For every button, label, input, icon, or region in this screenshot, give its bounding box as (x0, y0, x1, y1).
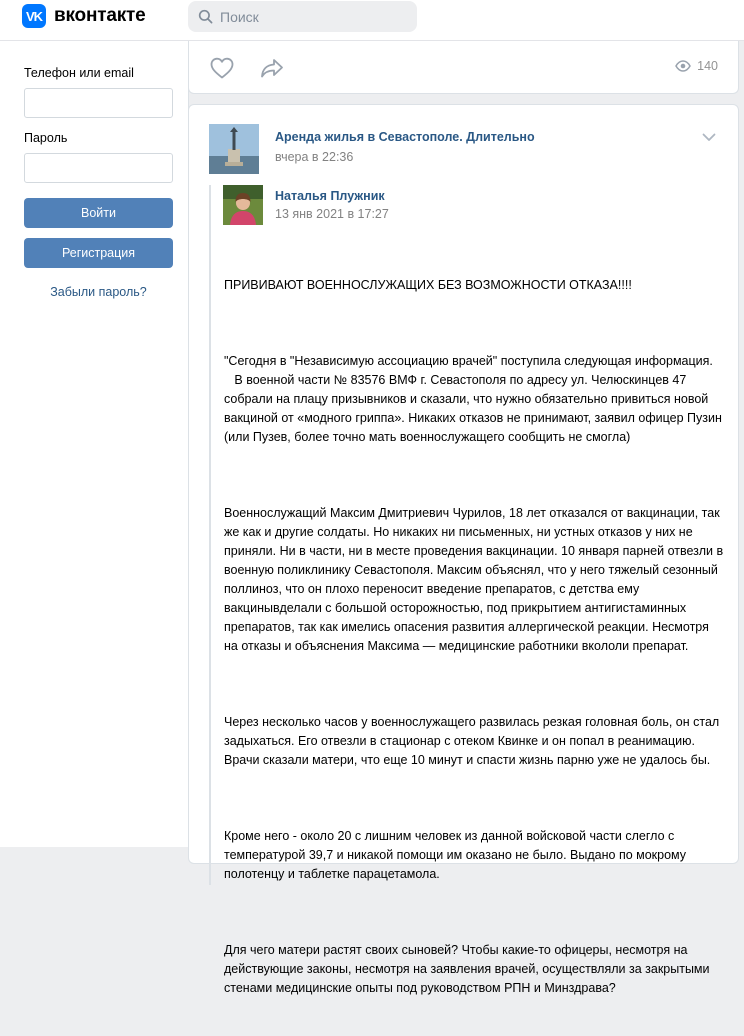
vk-logo[interactable] (22, 4, 145, 28)
post-paragraph: Военнослужащий Максим Дмитриевич Чурилов, 18 лет отказался от вакцинации, так же как и другие солдаты. Но никаких ни письменных, ни устных отказов у них не приняли. Ни в части, ни в месте проведения вакцинации. 10 января парней отвезли в военную поликлинику Севастополя. Максим объяснял, что у него тяжелый сезонный поллиноз, что он плохо переносит введение препаратов, с детства ему вакцинывделали с большой осторожностью, под прикрытием антигистаминных препаратов, так как имелись опасения развития аллергической реакции. Несмотря на отказы и объяснения Максима — медицинские работники вкололи препарат. (224, 506, 727, 653)
monument-image-icon (209, 124, 259, 174)
repost-divider (209, 185, 211, 885)
login-panel (0, 41, 189, 847)
search-box[interactable] (188, 1, 417, 32)
login-button[interactable]: Войти (24, 198, 173, 228)
author-avatar[interactable] (223, 185, 263, 225)
forgot-password-link[interactable]: Забыли пароль? (50, 285, 147, 299)
top-header (0, 0, 744, 41)
post-paragraph: Кроме него - около 20 с лишним человек из данной войсковой части слегло с температурой 39,7 и никакой помощи им оказано не было. Выдано по мокрому полотенцу и таблетке парацетамола. (224, 829, 690, 881)
post-paragraph: Через несколько часов у военнослужащего развилась резкая головная боль, он стал задыхаться. Его отвезли в стационар с отеком Квинке и он попал в реанимацию. Врачи сказали матери, что еще 10 минут и спасти жизнь парню уже не удалось бы. (224, 715, 723, 767)
group-avatar[interactable] (209, 124, 259, 174)
post-paragraph: ПРИВИВАЮТ ВОЕННОСЛУЖАЩИХ БЕЗ ВОЗМОЖНОСТИ ОТКАЗА!!!! (224, 278, 632, 292)
repost-author-link[interactable]: Наталья Плужник (275, 189, 385, 203)
eye-icon (675, 60, 691, 72)
previous-post-footer (188, 41, 739, 94)
post-text (224, 238, 727, 1036)
phone-input[interactable] (24, 88, 173, 118)
post-paragraph: Для чего матери растят своих сыновей? Чтобы какие-то офицеры, несмотря на действующие законы, несмотря на заявления врачей, осуществляли за закрытыми стенами медицинские опыты под руководством РПН и Минздрава? (224, 943, 713, 995)
password-input[interactable] (24, 153, 173, 183)
share-icon[interactable] (259, 56, 285, 80)
search-icon (198, 9, 213, 24)
repost-time[interactable]: 13 янв 2021 в 17:27 (275, 207, 389, 221)
phone-label: Телефон или email (24, 66, 134, 80)
like-icon[interactable] (209, 56, 235, 80)
search-input[interactable] (220, 9, 410, 25)
post-card (188, 104, 739, 995)
register-button[interactable]: Регистрация (24, 238, 173, 268)
vk-logo-icon: VK (22, 4, 46, 28)
password-label: Пароль (24, 131, 68, 145)
views-counter (675, 59, 718, 73)
post-time[interactable]: вчера в 22:36 (275, 150, 354, 164)
person-photo-icon (223, 185, 263, 225)
vk-logo-text: вконтакте (54, 5, 146, 26)
post-paragraph: "Сегодня в "Независимую ассоциацию врачей" поступила следующая информация. В военной части № 83576 ВМФ г. Севастополя по адресу ул. Челюскинцев 47 собрали на плацу призывников и сказали, что нужно обязательно привиться новой вакциной от «модного гриппа». Никаких отказов не принимают, заявил офицер Пузин (или Пузев, более точно мать военнослужащего сообщить не смогла) (224, 354, 722, 444)
chevron-down-icon[interactable] (702, 133, 716, 142)
group-name-link[interactable]: Аренда жилья в Севастополе. Длительно (275, 130, 535, 144)
views-count: 140 (697, 59, 718, 73)
